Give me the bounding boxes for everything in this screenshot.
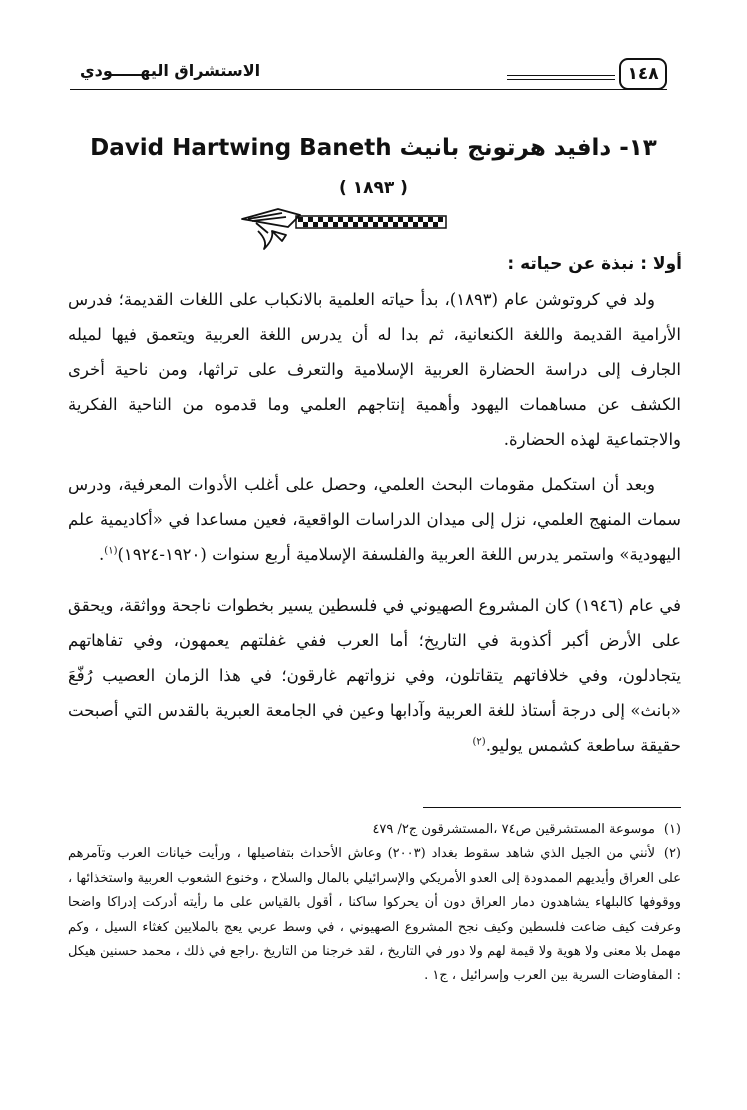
footnote-text: موسوعة المستشرقين ص٧٤ ،المستشرقون ج٢/ ٤٧٩ [372,822,655,837]
body-text [68,282,681,763]
paragraph [68,588,681,763]
running-title: الاستشراق اليهـــــودي [80,61,261,80]
chapter-title [60,135,687,161]
footnote [68,842,681,988]
paragraph-text: ولد في كروتوشن عام (١٨٩٣)، بدأ حياته العلمية بالانكباب على اللغات القديمة؛ فدرس الأرامية القديمة واللغة الكنعانية، ثم بدا له أن يدرس اللغة العربية ويتعمق فيها لميله الجارف إلى دراسة الحضارة العربية الإسلامية والتعرف على تراثها، ومن ناحية أخرى الكشف عن مساهمات اليهود وأهمية إنتاجهم العلمي وما قدموه من الناحية الفكرية والاجتماعية لهذه الحضارة. [68,290,681,449]
paragraph-text: في عام (١٩٤٦) كان المشروع الصهيوني في فلسطين يسير بخطوات ناجحة وواثقة، ويحقق على الأرض أكبر أكذوبة في التاريخ؛ أما العرب ففي غفلتهم يعمهون، وفي تفاهاتهم يتجادلون، وفي خلافاتهم يتقاتلون، وفي نزواتهم غارقون؛ في هذا الزمان العصيب رُفّعَ «بانث» إلى درجة أستاذ للغة العربية وآدابها وعين في الجامعة العبرية بالقدس التي أصبحت حقيقة ساطعة كشمس يوليو. [68,596,681,755]
footnote-ref: (٢) [472,736,486,748]
footnote-number: (٢) [663,846,681,862]
footnote-separator [423,807,681,808]
header-rule [507,79,615,80]
pen-nib [242,209,300,249]
footnote-number: (١) [663,822,681,837]
page-number: ١٤٨ [619,58,667,90]
paragraph [68,467,681,572]
chapter-year: ( ١٨٩٣ ) [339,178,408,198]
paragraph-text: وبعد أن استكمل مقومات البحث العلمي، وحصل على أغلب الأدوات المعرفية، ودرس سمات المنهج العلمي، نزل إلى ميدان الدراسات الواقعية، فعين مساعدا في «أكاديمية علم اليهودية» واستمر يدرس اللغة العربية والفلسفة الإسلامية أربع سنوات (١٩٢٠-١٩٢٤) [68,475,681,564]
chapter-title-latin: David Hartwing Baneth [90,135,392,161]
running-header [70,58,667,92]
footnotes [68,818,681,989]
paragraph-tail: . [99,545,105,564]
section-title: أولا : نبذة عن حياته : [507,254,682,274]
chapter-title-arabic: ١٣- دافيد هرتونج بانيث [399,135,657,161]
paragraph [68,282,681,457]
footnote-ref: (١) [104,545,118,557]
header-underline [70,89,667,90]
footnote-text: لأنني من الجيل الذي شاهد سقوط بغداد (٢٠٠٣) وعاش الأحداث بتفاصيلها ، ورأيت خيانات العرب وتآمرهم على العراق وأيديهم الممدودة إلى العدو الأمريكي والإسرائيلي بالمال والسلاح ، وخنوع الشعوب العربية واستخذائها ، ووقوفها كالبلهاء يشاهدون دمار العراق دون أن يحركوا ساكنا ، أقول بالقياس على ما رأيته أدركت إدراكا واضحا وعرفت كيف ضاعت فلسطين وكيف نجح المشروع الصهيوني ، في وسط عربي يعج بالملايين كغثاء السيل ، وكم مهمل بلا معنى ولا هوية ولا قيمة لهم ولا دور في التاريخ ، لقد خرجنا من التاريخ .راجع في ذلك ، محمد حسنين هيكل : المفاوضات السرية بين العرب وإسرائيل ، ج١ . [68,846,681,984]
checker-band [296,216,446,228]
header-rule [507,75,615,76]
footnote [68,818,681,842]
ornament-divider-icon [238,205,456,251]
